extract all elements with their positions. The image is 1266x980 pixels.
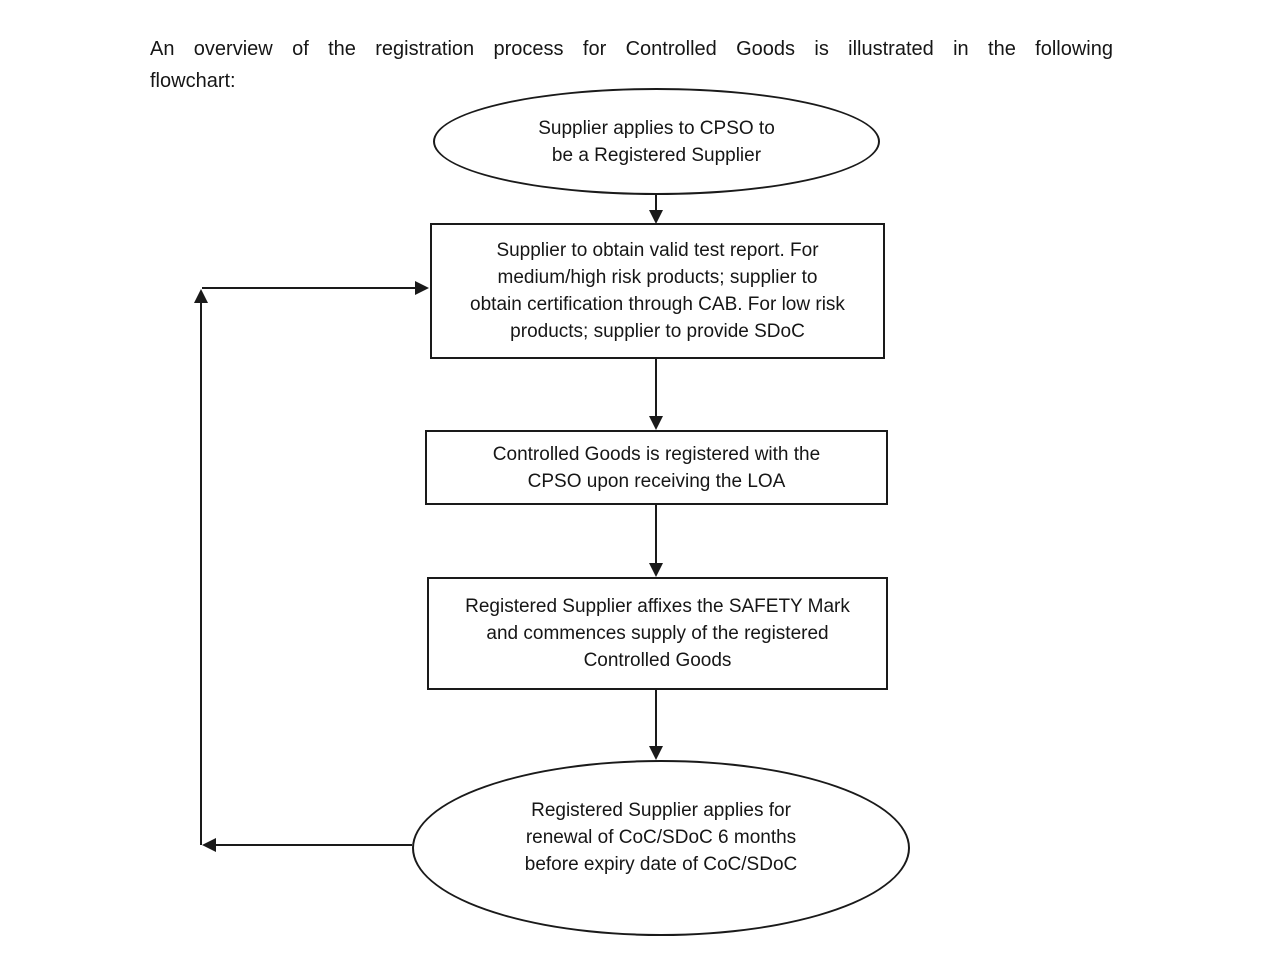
node-text-line: Controlled Goods is registered with the <box>492 443 821 465</box>
arrow-registered-to-safety <box>649 505 663 577</box>
node-text-line: medium/high risk products; supplier to <box>497 267 818 288</box>
arrow-safety-to-renewal <box>649 690 663 760</box>
node-text-line: Supplier applies to CPSO to <box>538 117 775 139</box>
node-text-line: Supplier to obtain valid test report. For <box>496 240 819 261</box>
flow-node-goods-registered <box>425 430 888 505</box>
node-text-line: and commences supply of the registered <box>486 623 829 644</box>
arrow-renewal-feedback-loop <box>194 281 429 852</box>
node-text-line: CPSO upon receiving the LOA <box>527 470 786 492</box>
node-text-line: obtain certification through CAB. For low risk <box>470 294 845 315</box>
arrow-start-to-test <box>649 194 663 224</box>
intro-text-line: flowchart: <box>150 70 236 92</box>
node-text-line: be a Registered Supplier <box>551 144 762 166</box>
node-text-line: Controlled Goods <box>583 650 732 671</box>
flow-node-affix-safety-mark <box>427 577 888 690</box>
intro-text-line: An overview of the registration process for Controlled Goods is illustrated in the following <box>150 38 1113 60</box>
node-text-line: renewal of CoC/SDoC 6 months <box>525 826 797 848</box>
node-text-line: before expiry date of CoC/SDoC <box>524 853 798 875</box>
flow-node-start <box>433 88 880 195</box>
flow-node-obtain-test-report <box>430 223 885 359</box>
flow-node-renewal <box>412 760 910 936</box>
node-text-line: Registered Supplier affixes the SAFETY Mark <box>465 596 850 617</box>
arrow-test-to-registered <box>649 359 663 430</box>
node-text-line: Registered Supplier applies for <box>531 799 791 821</box>
node-text-line: products; supplier to provide SDoC <box>510 321 805 342</box>
